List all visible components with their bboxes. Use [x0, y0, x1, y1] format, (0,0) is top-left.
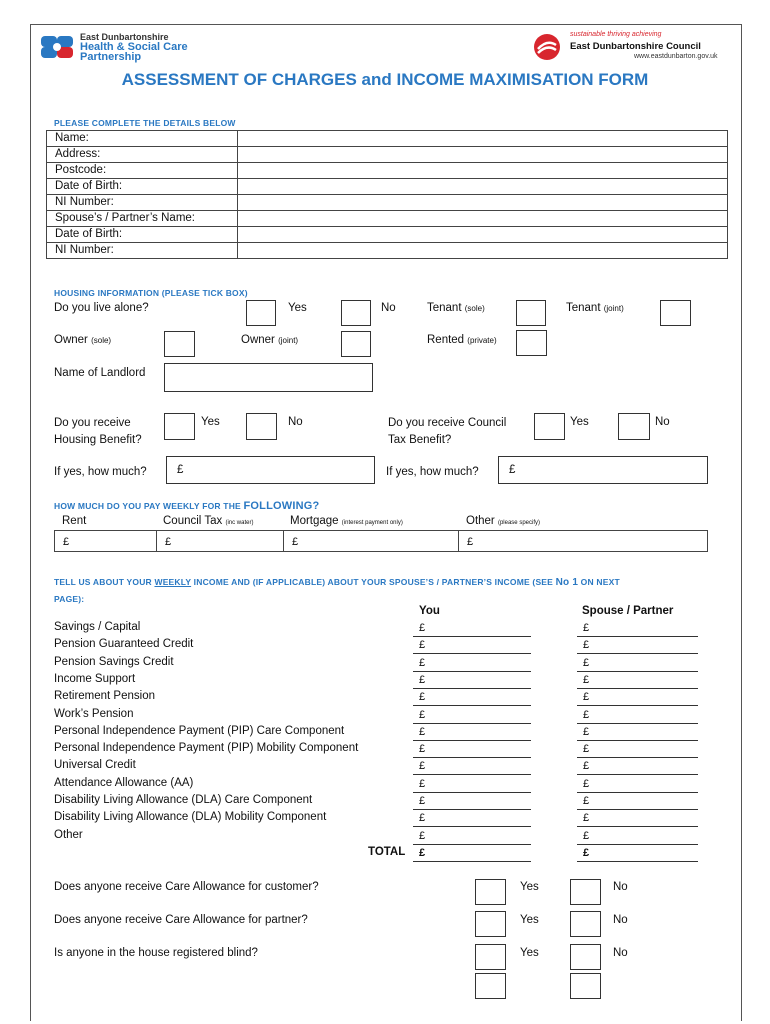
- ctb-line-1: Do you receive Council: [388, 417, 507, 429]
- income-heading-a: TELL US ABOUT YOUR: [54, 577, 152, 587]
- income-you-field[interactable]: [413, 743, 531, 758]
- owner-text: Owner: [241, 334, 275, 346]
- income-you-field[interactable]: [413, 622, 531, 637]
- ctb-line-2: Tax Benefit?: [388, 434, 452, 446]
- council-url: www.eastdunbarton.gov.uk: [634, 53, 718, 60]
- rent-label: Rent: [62, 515, 87, 527]
- tenant-sole-checkbox[interactable]: [516, 300, 546, 326]
- pound-sign: £: [583, 743, 590, 755]
- weekly-payments-table: [54, 530, 708, 552]
- partnership-logo-icon: [40, 34, 76, 60]
- details-label: NI Number:: [47, 243, 238, 259]
- income-you-field[interactable]: [413, 709, 531, 724]
- care-allowance-customer-question: Does anyone receive Care Allowance for customer?: [54, 881, 319, 893]
- details-table: [46, 130, 728, 259]
- details-row: [47, 195, 728, 211]
- pound-sign: £: [583, 674, 590, 686]
- income-partner-field[interactable]: [577, 622, 698, 637]
- income-heading-no: No 1: [555, 577, 579, 588]
- partnership-line-3: Partnership: [80, 51, 142, 63]
- pound-sign: £: [419, 778, 426, 790]
- council-tax-benefit-question: [388, 415, 506, 449]
- income-heading-weekly: WEEKLY: [154, 577, 192, 587]
- live-alone-label: Do you live alone?: [54, 302, 149, 314]
- income-item-label: Personal Independence Payment (PIP) Care Component: [54, 725, 345, 737]
- pound-sign: £: [419, 691, 426, 703]
- income-heading: [54, 574, 704, 607]
- tenant-text: Tenant: [427, 302, 462, 314]
- pound-sign: £: [419, 830, 426, 842]
- tenant-joint-checkbox[interactable]: [660, 300, 691, 326]
- pound-sign: £: [583, 847, 590, 859]
- council-logo-icon: [533, 33, 561, 61]
- income-partner-field[interactable]: [577, 674, 698, 689]
- income-you-field[interactable]: [413, 795, 531, 810]
- details-heading: PLEASE COMPLETE THE DETAILS BELOW: [54, 118, 236, 128]
- pound-sign: £: [583, 622, 590, 634]
- income-you-field[interactable]: [413, 691, 531, 706]
- private-text: (private): [467, 336, 497, 345]
- income-partner-field[interactable]: [577, 726, 698, 741]
- details-label: Address:: [47, 147, 238, 163]
- q1-no-checkbox[interactable]: [570, 879, 601, 905]
- pound-sign: £: [583, 812, 590, 824]
- mortgage-note: (interest payment only): [341, 520, 403, 526]
- sole-text: (sole): [91, 336, 112, 345]
- pound-sign: £: [509, 464, 516, 476]
- details-label: Name:: [47, 131, 238, 147]
- income-heading-d: PAGE):: [54, 594, 85, 604]
- council-tax-label: [163, 515, 253, 527]
- owner-joint-checkbox[interactable]: [341, 331, 371, 357]
- income-item-label: Other: [54, 829, 83, 841]
- partnership-logo: [40, 34, 76, 60]
- details-label: Spouse’s / Partner’s Name:: [47, 211, 238, 227]
- pound-sign: £: [583, 691, 590, 703]
- weekly-heading-start: HOW MUCH DO YOU PAY WEEKLY FOR THE: [54, 501, 241, 511]
- ctb-amount-input[interactable]: [498, 456, 708, 484]
- extra-no-checkbox[interactable]: [570, 973, 601, 999]
- income-item-label: Pension Guaranteed Credit: [54, 638, 194, 650]
- registered-blind-question: Is anyone in the house registered blind?: [54, 947, 258, 959]
- q3-no-checkbox[interactable]: [570, 944, 601, 970]
- income-partner-field[interactable]: [577, 709, 698, 724]
- income-item-label: Savings / Capital: [54, 621, 141, 633]
- ctb-how-much-label: If yes, how much?: [386, 466, 479, 478]
- landlord-label: Name of Landlord: [54, 367, 146, 379]
- joint-text: (joint): [603, 304, 624, 313]
- council-tax-benefit-no-checkbox[interactable]: [618, 413, 650, 440]
- pound-sign: £: [419, 812, 426, 824]
- q1-yes-label: Yes: [520, 881, 539, 893]
- partnership-name: [80, 32, 188, 62]
- income-you-field[interactable]: [413, 657, 531, 672]
- details-row: [47, 227, 728, 243]
- housing-benefit-question: [54, 415, 142, 449]
- care-allowance-partner-question: Does anyone receive Care Allowance for partner?: [54, 914, 308, 926]
- details-row: [47, 243, 728, 259]
- hb-line-1: Do you receive: [54, 417, 131, 429]
- income-partner-field[interactable]: [577, 691, 698, 706]
- q2-yes-label: Yes: [520, 914, 539, 926]
- hb-line-2: Housing Benefit?: [54, 434, 142, 446]
- partner-dob-field[interactable]: [238, 227, 728, 243]
- q3-yes-checkbox[interactable]: [475, 944, 506, 970]
- address-field[interactable]: [238, 147, 728, 163]
- income-partner-field[interactable]: [577, 743, 698, 758]
- rented-private-checkbox[interactable]: [516, 330, 547, 356]
- income-partner-field[interactable]: [577, 760, 698, 775]
- hb-amount-input[interactable]: [166, 456, 375, 484]
- income-item-label: Income Support: [54, 673, 136, 685]
- details-label: Date of Birth:: [47, 227, 238, 243]
- income-item-label: Attendance Allowance (AA): [54, 777, 194, 789]
- pound-sign: £: [419, 760, 426, 772]
- pound-sign: £: [419, 847, 426, 859]
- council-tax-benefit-yes-label: Yes: [570, 416, 589, 428]
- other-label: [466, 515, 540, 527]
- q3-yes-label: Yes: [520, 947, 539, 959]
- housing-benefit-no-label: No: [288, 416, 303, 428]
- sole-text: (sole): [464, 304, 485, 313]
- details-row: [47, 179, 728, 195]
- details-row: [47, 131, 728, 147]
- details-label: Postcode:: [47, 163, 238, 179]
- income-item-label: Disability Living Allowance (DLA) Care Component: [54, 794, 313, 806]
- pound-sign: £: [583, 726, 590, 738]
- rented-text: Rented: [427, 334, 465, 346]
- hb-how-much-label: If yes, how much?: [54, 466, 147, 478]
- other-amount-field[interactable]: [459, 531, 707, 551]
- q1-yes-checkbox[interactable]: [475, 879, 506, 905]
- pound-sign: £: [583, 795, 590, 807]
- postcode-field[interactable]: [238, 163, 728, 179]
- partner-name-field[interactable]: [238, 211, 728, 227]
- council-tagline: sustainable thriving achieving: [570, 31, 662, 38]
- q3-no-label: No: [613, 947, 628, 959]
- pound-sign: £: [419, 743, 426, 755]
- details-label: NI Number:: [47, 195, 238, 211]
- pound-sign: £: [583, 830, 590, 842]
- income-you-field[interactable]: [413, 760, 531, 775]
- total-you-field[interactable]: [413, 847, 531, 862]
- income-item-label: Retirement Pension: [54, 690, 155, 702]
- pound-sign: £: [419, 674, 426, 686]
- pound-sign: £: [419, 639, 426, 651]
- partnership-line-2: Health & Social Care: [80, 41, 188, 53]
- mortgage-text: Mortgage: [290, 515, 339, 527]
- council-name: East Dunbartonshire Council: [570, 41, 701, 52]
- income-item-label: Work’s Pension: [54, 708, 134, 720]
- pound-sign: £: [165, 536, 172, 548]
- joint-text: (joint): [278, 336, 299, 345]
- income-you-field[interactable]: [413, 674, 531, 689]
- details-row: [47, 147, 728, 163]
- council-tax-benefit-yes-checkbox[interactable]: [534, 413, 565, 440]
- live-alone-yes-label: Yes: [288, 302, 307, 314]
- council-tax-note: (inc water): [225, 520, 254, 526]
- extra-yes-checkbox[interactable]: [475, 973, 506, 999]
- income-partner-field[interactable]: [577, 778, 698, 793]
- live-alone-yes-checkbox[interactable]: [246, 300, 276, 326]
- income-partner-field[interactable]: [577, 795, 698, 810]
- income-you-field[interactable]: [413, 830, 531, 845]
- income-partner-field[interactable]: [577, 657, 698, 672]
- mortgage-amount-field[interactable]: [284, 531, 459, 551]
- income-partner-field[interactable]: [577, 639, 698, 654]
- housing-benefit-no-checkbox[interactable]: [246, 413, 277, 440]
- total-label: TOTAL: [368, 846, 406, 858]
- pound-sign: £: [419, 709, 426, 721]
- partner-ni-number-field[interactable]: [238, 243, 728, 259]
- income-you-field[interactable]: [413, 639, 531, 654]
- income-item-label: Universal Credit: [54, 759, 136, 771]
- dob-field[interactable]: [238, 179, 728, 195]
- pound-sign: £: [419, 726, 426, 738]
- income-item-label: Pension Savings Credit: [54, 656, 174, 668]
- pound-sign: £: [63, 536, 70, 548]
- weekly-heading-end: FOLLOWING?: [243, 500, 320, 512]
- housing-benefit-yes-label: Yes: [201, 416, 220, 428]
- weekly-heading: [54, 500, 319, 512]
- rented-private-label: [427, 334, 497, 346]
- other-text: Other: [466, 515, 495, 527]
- pound-sign: £: [419, 622, 426, 634]
- council-tax-text: Council Tax: [163, 515, 223, 527]
- q2-no-label: No: [613, 914, 628, 926]
- income-heading-c: ON NEXT: [580, 577, 620, 587]
- income-item-label: Personal Independence Payment (PIP) Mobility Component: [54, 742, 359, 754]
- name-field[interactable]: [238, 131, 728, 147]
- council-tax-amount-field[interactable]: [157, 531, 284, 551]
- details-row: [47, 211, 728, 227]
- pound-sign: £: [419, 795, 426, 807]
- income-heading-b: INCOME AND (IF APPLICABLE) ABOUT YOUR SPOUSE’S / PARTNER’S INCOME (SEE: [193, 577, 554, 587]
- column-partner: Spouse / Partner: [582, 605, 674, 617]
- mortgage-label: [290, 515, 403, 527]
- column-you: You: [419, 605, 440, 617]
- rent-amount-field[interactable]: [55, 531, 157, 551]
- pound-sign: £: [467, 536, 474, 548]
- income-item-label: Disability Living Allowance (DLA) Mobility Component: [54, 811, 327, 823]
- q2-yes-checkbox[interactable]: [475, 911, 506, 937]
- pound-sign: £: [583, 760, 590, 772]
- form-title: ASSESSMENT OF CHARGES and INCOME MAXIMISATION FORM: [121, 70, 649, 89]
- q2-no-checkbox[interactable]: [570, 911, 601, 937]
- pound-sign: £: [583, 709, 590, 721]
- q1-no-label: No: [613, 881, 628, 893]
- income-you-field[interactable]: [413, 812, 531, 827]
- pound-sign: £: [583, 639, 590, 651]
- landlord-input[interactable]: [164, 363, 373, 392]
- details-label: Date of Birth:: [47, 179, 238, 195]
- housing-heading: HOUSING INFORMATION (PLEASE TICK BOX): [54, 288, 248, 298]
- ni-number-field[interactable]: [238, 195, 728, 211]
- live-alone-no-checkbox[interactable]: [341, 300, 371, 326]
- council-tax-benefit-no-label: No: [655, 416, 670, 428]
- pound-sign: £: [292, 536, 299, 548]
- housing-benefit-yes-checkbox[interactable]: [164, 413, 195, 440]
- total-partner-field[interactable]: [577, 847, 698, 862]
- tenant-text: Tenant: [566, 302, 601, 314]
- owner-joint-label: [241, 334, 298, 346]
- tenant-sole-label: [427, 302, 485, 314]
- income-you-field[interactable]: [413, 726, 531, 741]
- tenant-joint-label: [566, 302, 624, 314]
- pound-sign: £: [583, 778, 590, 790]
- owner-sole-label: [54, 334, 111, 346]
- owner-sole-checkbox[interactable]: [164, 331, 195, 357]
- income-partner-field[interactable]: [577, 812, 698, 827]
- partnership-line-1: East Dunbartonshire: [80, 32, 169, 42]
- owner-text: Owner: [54, 334, 88, 346]
- other-note: (please specify): [497, 520, 540, 526]
- income-you-field[interactable]: [413, 778, 531, 793]
- income-partner-field[interactable]: [577, 830, 698, 845]
- live-alone-no-label: No: [381, 302, 396, 314]
- details-row: [47, 163, 728, 179]
- pound-sign: £: [583, 657, 590, 669]
- pound-sign: £: [177, 464, 184, 476]
- pound-sign: £: [419, 657, 426, 669]
